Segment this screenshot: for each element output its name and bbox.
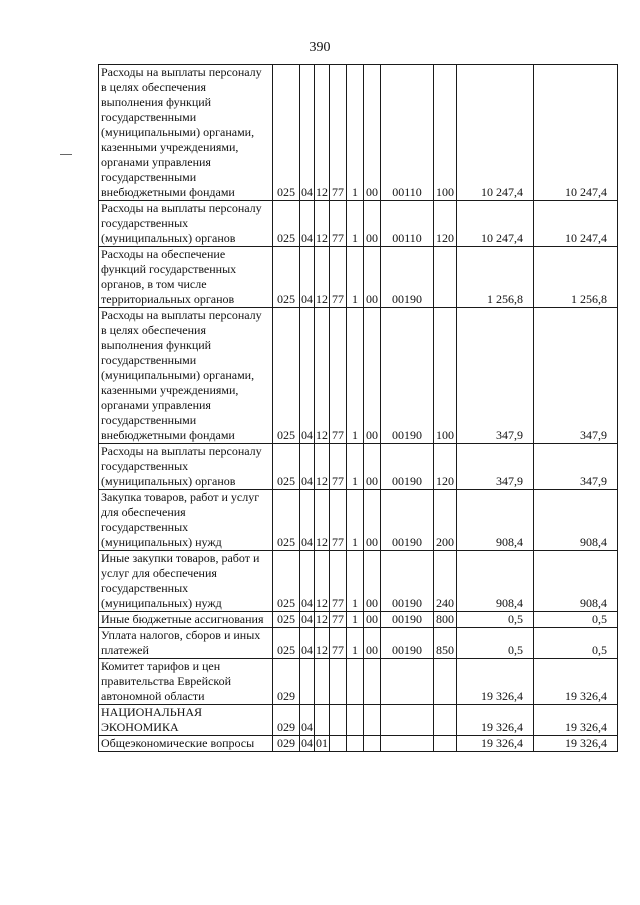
target-code-part4-cell [381,659,434,705]
amount-1-cell: 1 256,8 [457,247,534,308]
section-code-cell: 04 [300,308,315,444]
amount-1-cell: 19 326,4 [457,705,534,736]
row-name-cell: Закупка товаров, работ и услуг для обеспечения государственных (муниципальных) нужд [99,490,273,551]
page-number: 390 [309,40,331,55]
amount-1-cell: 10 247,4 [457,201,534,247]
target-code-part2-cell: 1 [347,308,364,444]
margin-mark [60,154,72,155]
table-row [99,308,618,444]
target-code-part4-cell: 00190 [381,490,434,551]
ministry-code-cell: 025 [273,308,300,444]
target-code-part1-cell: 77 [330,551,347,612]
target-code-part3-cell [364,659,381,705]
table-row [99,736,618,752]
expense-type-cell: 240 [434,551,457,612]
table-row [99,551,618,612]
row-name-cell: Расходы на выплаты персоналу государственных (муниципальных) органов [99,444,273,490]
ministry-code-cell: 025 [273,444,300,490]
section-code-cell [300,659,315,705]
amount-1-cell: 0,5 [457,612,534,628]
target-code-part1-cell: 77 [330,65,347,201]
target-code-part2-cell [347,659,364,705]
section-code-cell: 04 [300,201,315,247]
target-code-part2-cell: 1 [347,628,364,659]
expense-type-cell: 120 [434,201,457,247]
budget-table [98,64,618,752]
ministry-code-cell: 029 [273,736,300,752]
amount-2-cell: 19 326,4 [534,736,618,752]
target-code-part4-cell: 00190 [381,247,434,308]
ministry-code-cell: 029 [273,705,300,736]
target-code-part4-cell: 00110 [381,201,434,247]
amount-2-cell: 908,4 [534,490,618,551]
expense-type-cell [434,705,457,736]
target-code-part2-cell [347,736,364,752]
expense-type-cell: 800 [434,612,457,628]
amount-1-cell: 0,5 [457,628,534,659]
row-name-cell: Иные бюджетные ассигнования [99,612,273,628]
subsection-code-cell: 12 [315,65,330,201]
expense-type-cell [434,659,457,705]
table-row [99,628,618,659]
row-name-cell: Расходы на обеспечение функций государственных органов, в том числе территориальных органов [99,247,273,308]
expense-type-cell: 120 [434,444,457,490]
target-code-part3-cell [364,736,381,752]
row-name-cell: НАЦИОНАЛЬНАЯ ЭКОНОМИКА [99,705,273,736]
subsection-code-cell: 12 [315,628,330,659]
section-code-cell: 04 [300,247,315,308]
expense-type-cell: 850 [434,628,457,659]
target-code-part4-cell: 00190 [381,444,434,490]
target-code-part3-cell: 00 [364,201,381,247]
target-code-part1-cell: 77 [330,247,347,308]
ministry-code-cell: 025 [273,65,300,201]
target-code-part1-cell: 77 [330,201,347,247]
amount-2-cell: 1 256,8 [534,247,618,308]
ministry-code-cell: 029 [273,659,300,705]
target-code-part4-cell: 00190 [381,308,434,444]
section-code-cell: 04 [300,551,315,612]
amount-1-cell: 19 326,4 [457,736,534,752]
target-code-part3-cell: 00 [364,308,381,444]
target-code-part1-cell: 77 [330,490,347,551]
section-code-cell: 04 [301,612,313,626]
amount-2-cell: 10 247,4 [534,201,618,247]
target-code-part1-cell [330,659,347,705]
subsection-code-cell: 01 [316,736,328,750]
subsection-code-cell: 12 [315,247,330,308]
ministry-code-cell: 025 [273,490,300,551]
target-code-part4-cell: 00190 [381,551,434,612]
amount-1-cell: 347,9 [457,444,534,490]
ministry-code-cell: 025 [273,201,300,247]
section-code-cell: 04 [300,444,315,490]
target-code-part1-cell [330,736,347,752]
target-code-part1-cell: 77 [330,308,347,444]
amount-2-cell: 347,9 [534,444,618,490]
amount-2-cell: 19 326,4 [534,659,618,705]
ministry-code-cell: 025 [273,612,300,628]
amount-1-cell: 908,4 [457,551,534,612]
subsection-code-cell: 12 [315,490,330,551]
row-name-cell: Общеэкономические вопросы [99,736,273,752]
table-row [99,247,618,308]
target-code-part3-cell: 00 [364,444,381,490]
ministry-code-cell: 025 [273,247,300,308]
target-code-part2-cell [347,705,364,736]
row-name-cell: Комитет тарифов и цен правительства Еврейской автономной области [99,659,273,705]
table-row [99,705,618,736]
section-code-cell: 04 [300,65,315,201]
table-row [99,490,618,551]
table-row [99,444,618,490]
amount-2-cell: 10 247,4 [534,65,618,201]
target-code-part2-cell: 1 [347,490,364,551]
target-code-part2-cell: 1 [347,247,364,308]
target-code-part4-cell: 00110 [381,65,434,201]
ministry-code-cell: 025 [273,551,300,612]
subsection-code-cell: 12 [315,201,330,247]
target-code-part2-cell: 1 [347,444,364,490]
expense-type-cell [434,736,457,752]
amount-2-cell: 0,5 [534,628,618,659]
expense-type-cell [434,247,457,308]
amount-2-cell: 0,5 [534,612,618,628]
target-code-part3-cell: 00 [364,551,381,612]
table-row [99,612,618,628]
row-name-cell: Иные закупки товаров, работ и услуг для обеспечения государственных (муниципальных) нужд [99,551,273,612]
section-code-cell: 04 [300,628,315,659]
amount-2-cell: 347,9 [534,308,618,444]
row-name-cell: Расходы на выплаты персоналу государственных (муниципальных) органов [99,201,273,247]
subsection-code-cell [315,659,330,705]
subsection-code-cell: 12 [315,444,330,490]
target-code-part2-cell: 1 [347,201,364,247]
row-name-cell: Уплата налогов, сборов и иных платежей [99,628,273,659]
expense-type-cell: 100 [434,65,457,201]
target-code-part1-cell: 77 [330,612,347,628]
ministry-code-cell: 025 [273,628,300,659]
row-name-cell: Расходы на выплаты персоналу в целях обеспечения выполнения функций государственными (муниципальными) органами, казенными учреждениями, органами управления государственными внебюджетными фондами [99,65,273,201]
amount-2-cell: 19 326,4 [534,705,618,736]
section-code-cell: 04 [300,490,315,551]
target-code-part4-cell [381,705,434,736]
target-code-part2-cell: 1 [347,551,364,612]
expense-type-cell: 200 [434,490,457,551]
target-code-part4-cell: 00190 [381,612,434,628]
expense-type-cell: 100 [434,308,457,444]
section-code-cell: 04 [300,705,315,736]
amount-1-cell: 19 326,4 [457,659,534,705]
target-code-part1-cell [330,705,347,736]
subsection-code-cell [315,705,330,736]
table-row [99,201,618,247]
target-code-part3-cell: 00 [364,612,381,628]
target-code-part1-cell: 77 [330,444,347,490]
amount-2-cell: 908,4 [534,551,618,612]
target-code-part3-cell: 00 [364,247,381,308]
amount-1-cell: 10 247,4 [457,65,534,201]
target-code-part1-cell: 77 [330,628,347,659]
amount-1-cell: 347,9 [457,308,534,444]
target-code-part2-cell: 1 [347,65,364,201]
row-name-cell: Расходы на выплаты персоналу в целях обеспечения выполнения функций государственными (муниципальными) органами, казенными учреждениями, органами управления государственными внебюджетными фондами [99,308,273,444]
subsection-code-cell: 12 [315,308,330,444]
target-code-part3-cell: 00 [364,490,381,551]
section-code-cell: 04 [301,736,313,750]
subsection-code-cell: 12 [315,551,330,612]
table-body [99,65,618,752]
target-code-part3-cell: 00 [364,628,381,659]
target-code-part2-cell: 1 [347,612,364,628]
table-row [99,65,618,201]
subsection-code-cell: 12 [316,612,328,626]
target-code-part4-cell: 00190 [381,628,434,659]
target-code-part3-cell: 00 [364,65,381,201]
amount-1-cell: 908,4 [457,490,534,551]
table-row [99,659,618,705]
target-code-part3-cell [364,705,381,736]
target-code-part4-cell [381,736,434,752]
